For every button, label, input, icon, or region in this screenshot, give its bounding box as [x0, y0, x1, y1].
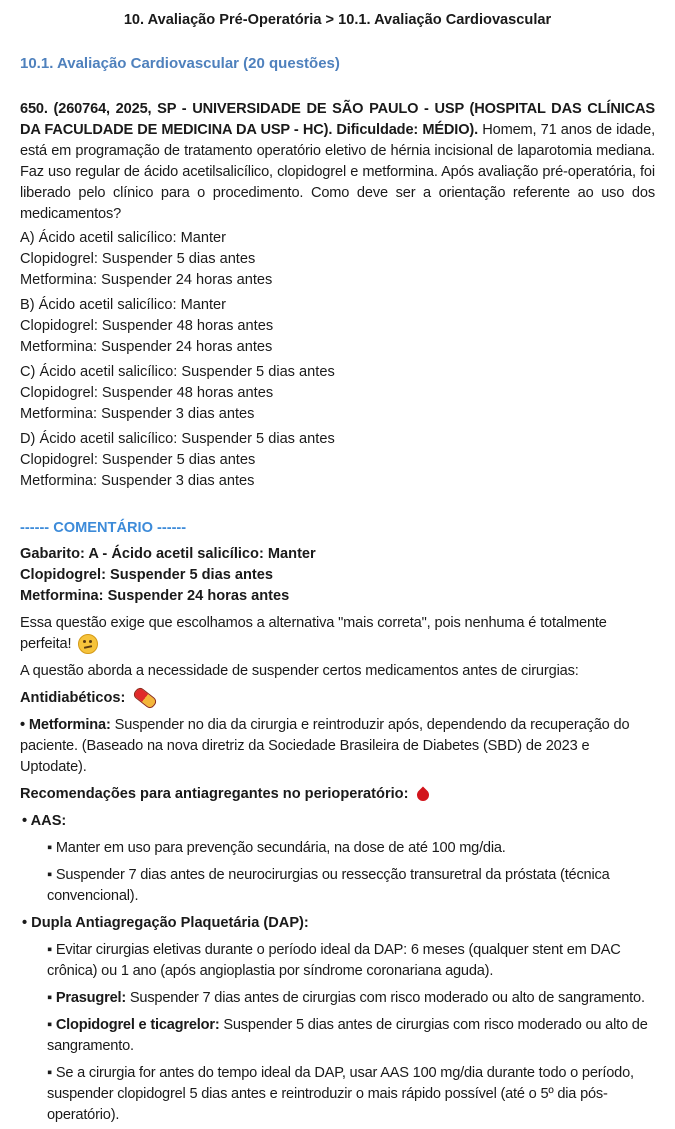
dap-item: ▪ Prasugrel: Suspender 7 dias antes de cirurgias com risco moderado ou alto de sangramento. [47, 990, 645, 1006]
option-line: Clopidogrel: Suspender 5 dias antes [20, 251, 256, 267]
option-line: Metformina: Suspender 3 dias antes [20, 406, 255, 422]
aas-item: ▪ Manter em uso para prevenção secundária, na dose de até 100 mg/dia. [47, 840, 506, 856]
answer-options [20, 228, 655, 492]
option-line: Metformina: Suspender 24 horas antes [20, 339, 273, 355]
answer-line: Clopidogrel: Suspender 5 dias antes [20, 567, 274, 583]
option-line: D) Ácido acetil salicílico: Suspender 5 dias antes [20, 431, 335, 447]
option-line: Metformina: Suspender 3 dias antes [20, 473, 255, 489]
comment-intro [20, 613, 655, 655]
option-line: A) Ácido acetil salicílico: Manter [20, 230, 227, 246]
antidiabetics-title: Antidiabéticos: [20, 690, 126, 706]
dap-label: Dupla Antiagregação Plaquetária (DAP): [31, 915, 309, 931]
metformin-label: Metformina: [28, 717, 111, 733]
thinking-face-icon [78, 634, 98, 654]
metformin-text: Suspender no dia da cirurgia e reintroduzir após, dependendo da recuperação do paciente. (Baseado na nova diretriz da Sociedade Brasileira de Diabetes (SBD) de 2023 e Uptodate). [20, 717, 630, 775]
antiplatelets-title: Recomendações para antiagregantes no perioperatório: [20, 786, 409, 802]
dap-item: ▪ Evitar cirurgias eletivas durante o período ideal da DAP: 6 meses (qualquer stent em DAC crônica) ou 1 ano (após angioplastia por síndrome coronariana aguda). [47, 942, 621, 979]
option-line: C) Ácido acetil salicílico: Suspender 5 dias antes [20, 364, 335, 380]
option-line: Clopidogrel: Suspender 48 horas antes [20, 385, 274, 401]
dap-item: ▪ Se a cirurgia for antes do tempo ideal da DAP, usar AAS 100 mg/dia durante todo o período, suspender clopidogrel 5 dias antes e reintroduzir o mais rápido possível (até o 5º dia pós-operatório). [47, 1065, 634, 1123]
answer-line: Metformina: Suspender 24 horas antes [20, 588, 290, 604]
comment-intro-text: Essa questão exige que escolhamos a alternativa "mais correta", pois nenhuma é totalmente perfeita! [20, 615, 607, 652]
comment-topic: A questão aborda a necessidade de suspender certos medicamentos antes de cirurgias: [20, 663, 579, 679]
aas-item-text: Manter em uso para prevenção secundária, na dose de até 100 mg/dia. [55, 840, 506, 856]
dap-item-label: Prasugrel: [55, 990, 127, 1006]
aas-item-text: Suspender 7 dias antes de neurocirurgias ou ressecção transuretral da próstata (técnica convencional). [47, 867, 610, 904]
option-line: Clopidogrel: Suspender 5 dias antes [20, 452, 256, 468]
dap-item-text: Se a cirurgia for antes do tempo ideal da DAP, usar AAS 100 mg/dia durante todo o período, suspender clopidogrel 5 dias antes e reintroduzir o mais rápido possível (até o 5º dia pós-operatório). [47, 1065, 634, 1123]
antiplatelets-heading [20, 784, 655, 805]
antidiabetics-heading [20, 688, 655, 709]
answer-key [20, 544, 655, 607]
breadcrumb: 10. Avaliação Pré-Operatória > 10.1. Avaliação Cardiovascular [123, 12, 552, 28]
metformin-bullet [20, 715, 655, 778]
aas-label: AAS: [30, 813, 67, 829]
bullet-dot: • [20, 717, 25, 733]
dap-item-text: Evitar cirurgias eletivas durante o período ideal da DAP: 6 meses (qualquer stent em DAC crônica) ou 1 ano (após angioplastia por síndrome coronariana aguda). [47, 942, 621, 979]
question-header: 650. (260764, 2025, SP - UNIVERSIDADE DE SÃO PAULO - USP (HOSPITAL DAS CLÍNICAS DA FACULDADE DE MEDICINA DA USP - HC). Dificuldade: MÉDIO). [20, 101, 655, 138]
dap-item: ▪ Clopidogrel e ticagrelor: Suspender 5 dias antes de cirurgias com risco moderado ou alto de sangramento. [47, 1017, 648, 1054]
pill-icon [132, 686, 158, 710]
blood-drop-icon [417, 786, 429, 802]
dap-item-label: Clopidogrel e ticagrelor: [55, 1017, 220, 1033]
option-c [20, 362, 655, 425]
aas-heading: • AAS: [22, 813, 67, 829]
dap-item-text: Suspender 7 dias antes de cirurgias com risco moderado ou alto de sangramento. [126, 990, 645, 1006]
answer-line: Gabarito: A - Ácido acetil salicílico: Manter [20, 546, 316, 562]
option-line: Metformina: Suspender 24 horas antes [20, 272, 273, 288]
comment-header: ------ COMENTÁRIO ------ [20, 520, 187, 536]
option-line: B) Ácido acetil salicílico: Manter [20, 297, 227, 313]
option-line: Clopidogrel: Suspender 48 horas antes [20, 318, 274, 334]
section-title: 10.1. Avaliação Cardiovascular (20 questões) [20, 55, 340, 72]
option-a [20, 228, 655, 291]
option-b [20, 295, 655, 358]
dap-heading: • Dupla Antiagregação Plaquetária (DAP): [22, 915, 309, 931]
aas-item: ▪ Suspender 7 dias antes de neurocirurgias ou ressecção transuretral da próstata (técnica convencional). [47, 867, 610, 904]
option-d [20, 429, 655, 492]
question-body: Homem, 71 anos de idade, está em programação de tratamento operatório eletivo de hérnia incisional de laparotomia mediana. Faz uso regular de ácido acetilsalicílico, clopidogrel e metformina. Após avaliação pré-operatória, foi liberado pelo clínico para o procedimento. Como deve ser a orientação referente ao uso dos medicamentos? [20, 122, 655, 222]
dap-item-text: Suspender 5 dias antes de cirurgias com risco moderado ou alto de sangramento. [47, 1017, 648, 1054]
question-statement [20, 99, 655, 225]
